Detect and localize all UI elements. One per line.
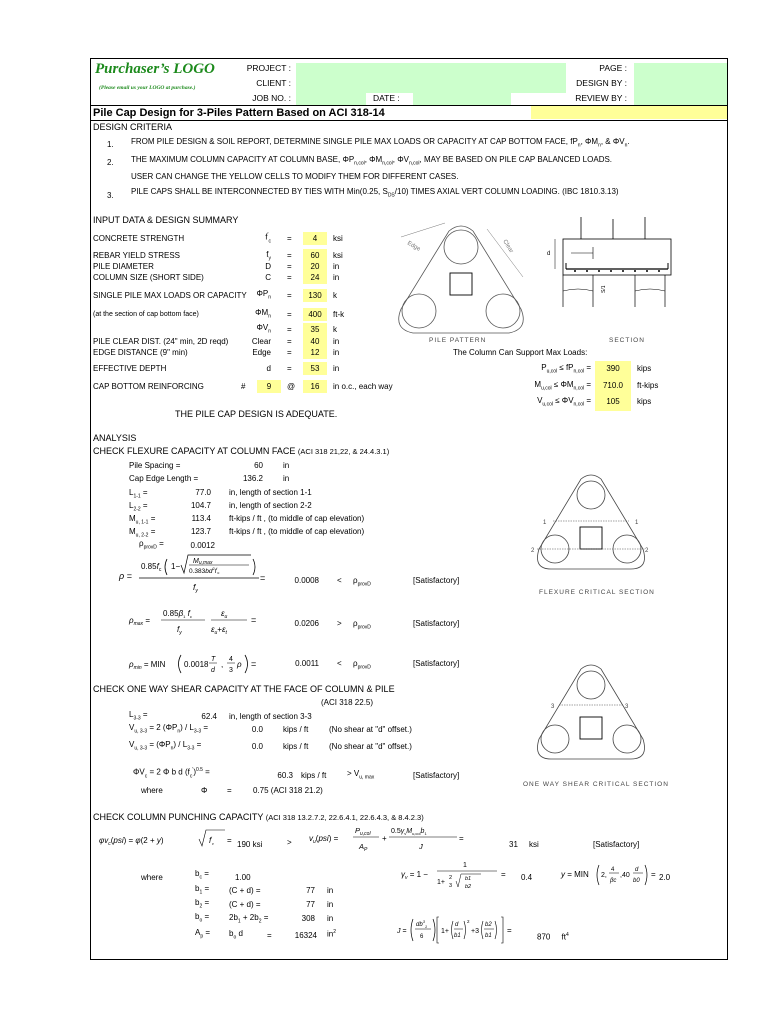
one-way-shear-diagram	[531, 659, 651, 769]
date-label: DATE :	[373, 93, 400, 103]
svg-text:d: d	[455, 922, 459, 928]
col-load-mu: $M_{u,col} \le \Phi M_{n,col}$ =	[534, 380, 591, 392]
rho-compare: <	[337, 576, 342, 585]
ap-label: $A_p$ =	[195, 928, 211, 940]
rho-max-status: [Satisfactory]	[413, 619, 460, 628]
pile-spacing-label: Pile Spacing =	[129, 461, 181, 470]
y-value: 2.0	[659, 873, 671, 882]
svg-text:b2: b2	[465, 884, 472, 890]
input-heading: INPUT DATA & DESIGN SUMMARY	[93, 215, 239, 225]
criteria-2-text: THE MAXIMUM COLUMN CAPACITY AT COLUMN BASE, $\Phi P_{n,col}$, $\Phi M_{n,col}$, $\Phi V_{n,col}$, MAY BE BASED ON PILE CAP BALANCED LOADS.	[131, 155, 613, 167]
col-vu-unit: kips	[637, 397, 652, 406]
eq-3: =	[287, 262, 292, 271]
rho-prov-label: $\rho_{provD}$ =	[139, 539, 164, 551]
pile-pattern-diagram	[391, 217, 531, 347]
svg-text:b1: b1	[485, 933, 492, 939]
phi-vc-value: 60.3	[277, 771, 293, 780]
adequate-text: THE PILE CAP DESIGN IS ADEQUATE.	[175, 409, 338, 419]
column-support-label: The Column Can Support Max Loads:	[453, 348, 588, 357]
svg-text:1: 1	[543, 520, 547, 526]
svg-text:AP: $A_P$	[359, 842, 368, 853]
vu-punching-value: 31 ksi	[509, 840, 539, 849]
unit-3: in	[333, 262, 340, 271]
svg-text:J: J	[419, 842, 423, 851]
rho-min-compare: <	[337, 659, 342, 668]
value-phipn[interactable]: 130	[308, 291, 322, 300]
rho-min-status: [Satisfactory]	[413, 659, 460, 668]
b2-unit: in	[327, 900, 334, 909]
svg-text:1: 1	[463, 862, 467, 869]
svg-text:1−: 1−	[171, 562, 181, 571]
criteria-1-text: FROM PILE DESIGN & SOIL REPORT, DETERMINE SINGLE PILE MAX LOADS OR CAPACITY AT CAP BOTTOM FACE, $fP_n$, $\Phi M_n$, & $\Phi V_n$.	[131, 137, 630, 149]
job-no-field[interactable]	[296, 93, 366, 105]
svg-text:6: 6	[420, 934, 424, 940]
phi-vc-unit: kips / ft	[301, 771, 327, 780]
ap-value: 16324	[294, 931, 317, 940]
svg-text:εu+εt: $\varepsilon_u+\varepsilon_t$	[211, 625, 227, 636]
phi-eq: =	[227, 786, 232, 795]
svg-text:4: 4	[611, 867, 615, 873]
eq-4: =	[287, 273, 292, 282]
eq-5: =	[287, 291, 292, 300]
svg-text:2,: 2,	[601, 872, 607, 879]
reinf-bar-size[interactable]: 9	[266, 382, 272, 391]
b1-expr: (C + d) =	[229, 886, 261, 895]
review-by-label: REVIEW BY :	[575, 93, 627, 103]
reinf-hash: #	[241, 382, 246, 391]
punching-where: where	[141, 873, 163, 882]
one-way-shear-heading: CHECK ONE WAY SHEAR CAPACITY AT THE FACE OF COLUMN & PILE	[93, 684, 395, 694]
criteria-2-num: 2.	[107, 158, 114, 167]
b2-expr: (C + d) =	[229, 900, 261, 909]
value-edge[interactable]: 12	[310, 348, 320, 357]
punching-compare: >	[287, 838, 292, 847]
svg-text:1+: 1+	[437, 879, 445, 886]
input-label-pile-load: SINGLE PILE MAX LOADS OR CAPACITY	[93, 291, 247, 300]
svg-text:b0: b0	[633, 878, 640, 884]
unit-8: in	[333, 337, 340, 346]
svg-text:T: T	[211, 656, 216, 663]
input-label-column: COLUMN SIZE (SHORT SIDE)	[93, 273, 204, 282]
svg-text:3: 3	[551, 704, 555, 710]
pile-spacing-unit: in	[283, 461, 290, 470]
section-d-label: d	[547, 251, 551, 257]
rho-max-formula	[129, 605, 269, 639]
sym-d: D	[265, 262, 271, 271]
col-mu-unit: ft-kips	[637, 381, 659, 390]
phi-value: 0.75 (ACI 318 21.2)	[253, 786, 323, 795]
rho-status: [Satisfactory]	[413, 576, 460, 585]
value-phimn[interactable]: 400	[308, 310, 322, 319]
value-depth[interactable]: 53	[310, 364, 320, 373]
flexure-critical-section-diagram	[531, 469, 651, 579]
svg-text:b1: b1	[454, 933, 461, 939]
svg-text:0.383bd2f'c: $0.383bd^2f'_c$	[189, 566, 220, 575]
input-label-cap-section: (at the section of cap bottom face)	[93, 311, 199, 318]
eq-10: =	[287, 364, 292, 373]
svg-text:Pu,col: $P_{u,col}$	[355, 826, 371, 837]
svg-text:3: 3	[449, 883, 453, 889]
input-label-pile-dia: PILE DIAMETER	[93, 262, 154, 271]
bc-label: $b_c$ =	[195, 869, 209, 881]
l33-label: $L_{3-3}$ =	[129, 710, 148, 722]
page-label: PAGE :	[599, 63, 627, 73]
reinf-at: @	[287, 382, 296, 391]
edge-dim-label: Edge	[406, 240, 422, 253]
rho-prov-value: 0.0012	[190, 541, 215, 550]
svg-text:=: =	[260, 573, 266, 583]
mu22-value: 123.7	[190, 527, 211, 536]
title-bottom-rule	[91, 120, 727, 121]
svg-text:0.85β1 fc: $0.85\beta_1$ $f_c$	[163, 609, 192, 619]
sym-fc: $f'_c$	[265, 232, 271, 245]
eq-2: =	[287, 251, 292, 260]
sym-depth: d	[266, 364, 271, 373]
sym-c: C	[265, 273, 271, 282]
value-column[interactable]: 24	[310, 273, 320, 282]
unit-4: in	[333, 273, 340, 282]
svg-text:+: +	[382, 834, 387, 843]
value-clear[interactable]: 40	[310, 337, 320, 346]
svg-text:db31: $db^3_1$	[416, 919, 428, 929]
pile-pattern-label: PILE PATTERN	[429, 337, 487, 344]
svg-text:γv = 1 −: $\gamma_v = 1$ −	[401, 870, 428, 881]
calc-sheet	[90, 58, 728, 960]
phi-vc-status: [Satisfactory]	[413, 771, 460, 780]
sym-fy: $f_y$	[266, 250, 271, 262]
purchaser-logo: Purchaser’s LOGO	[95, 61, 215, 77]
gamma-v-value: 0.4	[521, 873, 533, 882]
rho-value: 0.0008	[294, 576, 319, 585]
svg-text:fy: $f_y$	[193, 582, 198, 594]
svg-text:=: =	[501, 870, 506, 879]
svg-text:1: 1	[635, 520, 639, 526]
input-label-concrete: CONCRETE STRENGTH	[93, 234, 185, 243]
unit-1: ksi	[333, 234, 343, 243]
col-load-pu: $P_{u,col} \le fP_{n,col}$ =	[541, 363, 591, 375]
rho-max-prov-ref: $\rho_{provD}$	[353, 619, 371, 631]
l11-desc: in, length of section 1-1	[229, 488, 312, 497]
svg-text:φvc(psi) = φ(2 + y): $\varphi v_c(psi) = \varphi(2 + y)$	[99, 836, 164, 847]
vu33b-label: $V_{u, 3-3} = (\Phi P_n) / L_{3-3}$ =	[129, 740, 202, 752]
svg-text:=: =	[651, 870, 656, 879]
eq-8: =	[287, 337, 292, 346]
edge-length-unit: in	[283, 474, 290, 483]
unit-7: k	[333, 325, 337, 334]
svg-text:=: =	[251, 659, 257, 669]
clear-dim-label: Clear	[501, 238, 514, 255]
value-concrete[interactable]: 4	[312, 234, 318, 243]
value-phivn[interactable]: 35	[310, 325, 320, 334]
svg-text:0.85fc: $0.85f_c$	[141, 562, 162, 573]
rho-min-formula	[129, 649, 279, 679]
job-no-label: JOB NO. :	[252, 93, 291, 103]
bc-value: 1.00	[235, 873, 251, 882]
svg-text:,40: ,40	[620, 872, 630, 879]
svg-text:=: =	[227, 836, 232, 845]
unit-6: ft-k	[333, 310, 345, 319]
rho-formula	[119, 553, 269, 599]
reinf-unit: in o.c., each way	[333, 382, 393, 391]
svg-text:=: =	[507, 926, 512, 935]
mu11-label: $M_{u, 1-1}$ =	[129, 514, 156, 526]
svg-text:b2: b2	[485, 922, 492, 928]
phi-vc-label: $\Phi V_c = 2$ Φ b d $(f_c')^{0.5}$ =	[133, 767, 210, 780]
page-title: Pile Cap Design for 3-Piles Pattern Based on ACI 318-14	[93, 107, 385, 119]
date-field[interactable]	[413, 93, 511, 105]
b1-unit: in	[327, 886, 334, 895]
b2-label: $b_2$ =	[195, 898, 210, 910]
input-label-clear: PILE CLEAR DIST. (24" min, 2D reqd)	[93, 337, 229, 346]
criteria-3-text: PILE CAPS SHALL BE INTERCONNECTED BY TIES WITH Min(0.25, $S_{DS}/10$) TIMES AXIAL VERT COLUMN LOADING. (IBC 1810.3.13)	[131, 187, 619, 199]
svg-text:εu: $\varepsilon_u$	[221, 609, 228, 620]
l11-label: $L_{1-1}$ =	[129, 488, 148, 500]
svg-text:y = MIN: y = MIN	[561, 870, 589, 879]
b1-label: $b_1$ =	[195, 884, 210, 896]
y-formula	[561, 859, 661, 891]
reinf-spacing[interactable]: 16	[310, 382, 320, 391]
one-way-diagram-label: ONE WAY SHEAR CRITICAL SECTION	[523, 781, 669, 788]
vu33-note: (No shear at "d" offset.)	[329, 725, 412, 734]
mu11-value: 113.4	[191, 514, 211, 523]
flexure-heading: CHECK FLEXURE CAPACITY AT COLUMN FACE (ACI 318 21,22, & 24.4.3.1)	[93, 446, 390, 456]
svg-text:,: ,	[221, 660, 224, 669]
eq-1: =	[287, 234, 292, 243]
phi-symbol: Φ	[201, 786, 208, 795]
analysis-heading: ANALYSIS	[93, 433, 137, 443]
sym-phipn: $\Phi P_n$	[256, 289, 271, 301]
svg-text:vu(psi) =: $v_u(psi)$ =	[309, 834, 339, 845]
one-way-ref: (ACI 318 22.5)	[321, 698, 374, 707]
ap-unit: $in^2$	[327, 929, 337, 939]
value-rebar[interactable]: 60	[310, 251, 320, 260]
svg-text:0.0018: 0.0018	[184, 660, 209, 669]
col-pu-unit: kips	[637, 364, 652, 373]
sym-clear: Clear	[251, 337, 271, 346]
edge-length-value: 136.2	[242, 474, 263, 483]
l33-desc: in, length of section 3-3	[229, 712, 312, 721]
svg-text:f'c: $f'_c$	[209, 835, 214, 846]
bo-value: 308	[301, 914, 315, 923]
b2-value: 77	[306, 900, 315, 909]
svg-text:2: 2	[449, 875, 453, 881]
svg-text:=: =	[251, 615, 257, 625]
col-vu-value: 105	[606, 397, 620, 406]
criteria-2b-text: USER CAN CHANGE THE YELLOW CELLS TO MODIFY THEM FOR DIFFERENT CASES.	[131, 172, 459, 181]
edge-length-label: Cap Edge Length =	[129, 474, 199, 483]
vu33-unit: kips / ft	[283, 725, 309, 734]
svg-text:Mu,max: Mu,max	[193, 558, 213, 566]
svg-text:βc: βc	[610, 878, 617, 884]
gamma-v-formula	[401, 857, 511, 893]
page-info-field[interactable]	[634, 63, 727, 105]
design-by-label: DESIGN BY :	[576, 78, 627, 88]
svg-text:ρmax =: $\rho_{max}$ =	[129, 616, 150, 627]
svg-text:J =: J =	[397, 928, 407, 935]
col-pu-value: 390	[606, 364, 620, 373]
criteria-1-num: 1.	[107, 140, 114, 149]
l22-desc: in, length of section 2-2	[229, 501, 312, 510]
svg-text:+3: +3	[471, 928, 479, 935]
phi-vc-punching-value: 190 ksi	[237, 840, 263, 849]
svg-text:3: 3	[229, 667, 233, 674]
svg-text:2: 2	[531, 548, 535, 554]
phi-vc-compare: > $V_{u, max}$	[347, 769, 375, 781]
svg-text:3: 3	[625, 704, 629, 710]
svg-text:2: 2	[467, 919, 470, 924]
title-highlight	[531, 106, 727, 119]
svg-text:ρ: ρ	[237, 660, 242, 669]
l33-value: 62.4	[201, 712, 217, 721]
sym-phivn: $\Phi V_n$	[256, 323, 271, 335]
reinf-label: CAP BOTTOM REINFORCING	[93, 382, 204, 391]
design-criteria-heading: DESIGN CRITERIA	[93, 122, 173, 132]
vu33-value: 0.0	[251, 725, 263, 734]
pile-spacing-value: 60	[254, 461, 263, 470]
project-label: PROJECT :	[246, 63, 291, 73]
sym-phimn: $\Phi M_n$	[255, 308, 271, 320]
vu33b-value: 0.0	[251, 742, 263, 751]
ap-expr: $b_o$ d	[229, 929, 243, 941]
eq-9: =	[287, 348, 292, 357]
col-mu-value: 710.0	[602, 381, 624, 390]
bo-expr: $2b_1 + 2b_2$ =	[229, 913, 269, 925]
sym-edge: Edge	[252, 348, 271, 357]
svg-text:ρ =: ρ =	[119, 571, 132, 581]
l22-value: 104.7	[190, 501, 211, 510]
rho-min-prov-ref: $\rho_{provD}$	[353, 659, 371, 671]
flexure-diagram-label: FLEXURE CRITICAL SECTION	[539, 589, 655, 596]
vu33b-unit: kips / ft	[283, 742, 309, 751]
svg-text:1+: 1+	[441, 928, 449, 935]
punching-heading: CHECK COLUMN PUNCHING CAPACITY (ACI 318 13.2.7.2, 22.6.4.1, 22.6.4.3, & 8.4.2.3)	[93, 812, 424, 822]
rho-min-value: 0.0011	[295, 659, 319, 668]
input-label-edge: EDGE DISTANCE (9" min)	[93, 348, 188, 357]
l22-label: $L_{2-2}$ =	[129, 501, 148, 513]
col-load-vu: $V_{u,col} \le \Phi V_{n,col}$ =	[537, 396, 591, 408]
phi-vc-punching-formula	[99, 827, 239, 855]
mu22-label: $M_{u, 2-2}$ =	[129, 527, 156, 539]
unit-9: in	[333, 348, 340, 357]
section-diagram	[547, 217, 683, 307]
unit-10: in	[333, 364, 340, 373]
svg-text:ρmin = MIN: $\rho_{min}$ = MIN	[129, 660, 166, 671]
client-label: CLIENT :	[256, 78, 291, 88]
value-pile-dia[interactable]: 20	[310, 262, 320, 271]
ap-eq-sign: =	[267, 931, 272, 940]
vu-punching-formula	[309, 821, 469, 855]
rho-prov-ref: $\rho_{provD}$	[353, 576, 371, 588]
unit-5: k	[333, 291, 337, 300]
svg-text:2: 2	[645, 548, 649, 554]
svg-text:d: d	[635, 867, 639, 873]
logo-note: (Please email us your LOGO at purchase.)	[99, 85, 196, 91]
where-label: where	[141, 786, 163, 795]
j-value: 870 $ft^4$	[537, 932, 569, 942]
input-label-depth: EFFECTIVE DEPTH	[93, 364, 167, 373]
svg-text:4: 4	[229, 656, 233, 663]
section-s-label: S/1	[601, 285, 607, 293]
svg-text:d: d	[211, 667, 215, 674]
section-label: SECTION	[609, 337, 645, 344]
input-label-rebar: REBAR YIELD STRESS	[93, 251, 180, 260]
vu33-label: $V_{u, 3-3} = 2$ $(\Phi P_n) / L_{3-3}$ =	[129, 723, 209, 735]
b1-value: 77	[306, 886, 315, 895]
bo-unit: in	[327, 914, 334, 923]
svg-text:fy: $f_y$	[177, 625, 182, 636]
punching-status: [Satisfactory]	[593, 840, 640, 849]
svg-text:=: =	[459, 834, 464, 843]
rho-max-compare: >	[337, 619, 342, 628]
mu11-desc: ft-kips / ft , (to middle of cap elevation)	[229, 514, 365, 523]
eq-7: =	[287, 325, 292, 334]
j-formula	[397, 911, 527, 951]
criteria-3-num: 3.	[107, 191, 114, 200]
rho-max-value: 0.0206	[294, 619, 319, 628]
bo-label: $b_o$ =	[195, 912, 210, 924]
svg-text:0.5γvMu,colb1: $0.5\gamma_vM_{u,col}b_1$	[391, 828, 427, 836]
unit-2: ksi	[333, 251, 343, 260]
svg-text:b1: b1	[465, 876, 472, 882]
l11-value: 77.0	[195, 488, 211, 497]
mu22-desc: ft-kips / ft , (to middle of cap elevation)	[229, 527, 365, 536]
vu33b-note: (No shear at "d" offset.)	[329, 742, 412, 751]
project-client-field[interactable]	[296, 63, 566, 93]
eq-6: =	[287, 310, 292, 319]
